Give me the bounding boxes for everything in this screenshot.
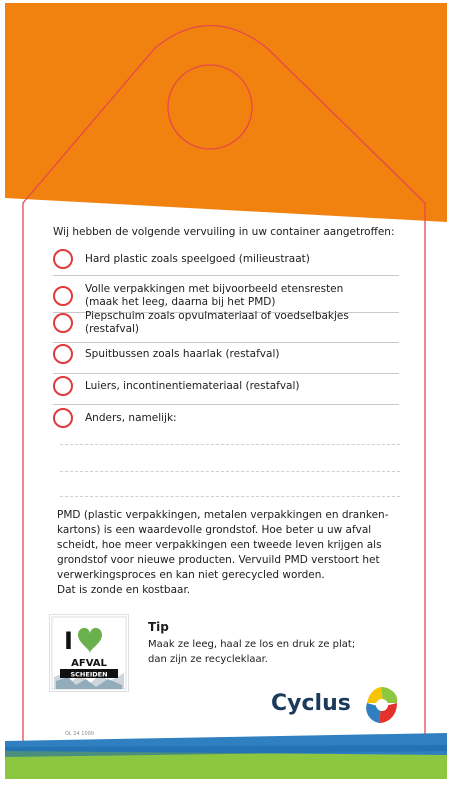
document-code: OL 24 1000: [65, 731, 94, 737]
checklist-item-full-packaging[interactable]: [53, 279, 398, 313]
svg-text:AFVAL: AFVAL: [71, 658, 107, 669]
afval-scheiden-logo: [50, 615, 128, 691]
checkbox-circle[interactable]: [53, 313, 73, 333]
tip-text: Maak ze leeg, haal ze los en druk ze plat; dan zijn ze recycleklaar.: [148, 639, 356, 665]
item-label: Luiers, incontinentiemateriaal (restafval): [85, 379, 300, 392]
write-in-line[interactable]: [60, 496, 400, 497]
svg-text:I: I: [64, 627, 73, 655]
item-label: Spuitbussen zoals haarlak (restafval): [85, 347, 280, 360]
checklist-item-other[interactable]: [53, 404, 398, 432]
checklist-item-spray-cans[interactable]: [53, 340, 398, 368]
checkbox-circle[interactable]: [53, 408, 73, 428]
cyclus-wordmark: Cyclus: [271, 691, 351, 716]
checkbox-circle[interactable]: [53, 376, 73, 396]
write-in-line[interactable]: [60, 471, 400, 472]
item-label: Anders, namelijk:: [85, 411, 177, 424]
pmd-info-paragraph: PMD (plastic verpakkingen, metalen verpakkingen en dranken- kartons) is een waardevolle grondstof. Hoe beter u uw afval scheidt, hoe meer verpakkingen een tweede leven krijgen als grondstof voor nieuwe producten. Vervuild PMD verstoort het verwerkingsproces en kan niet gerecycled worden. Dat is zonde en kostbaar.: [57, 509, 389, 596]
cyclus-logo-icon: [363, 685, 401, 725]
item-label: Hard plastic zoals speelgoed (milieustraat): [85, 252, 310, 265]
write-in-line[interactable]: [60, 444, 400, 445]
item-label: Piepschuim zoals opvulmateriaal of voedselbakjes (restafval): [85, 310, 349, 335]
svg-text:SCHEIDEN: SCHEIDEN: [70, 670, 108, 679]
checklist-item-hard-plastic[interactable]: [53, 245, 398, 273]
bottom-color-bands: [5, 733, 447, 779]
checkbox-circle[interactable]: [53, 286, 73, 306]
separator: [53, 275, 399, 276]
form-intro: Wij hebben de volgende vervuiling in uw container aangetroffen:: [53, 226, 395, 238]
checklist-item-diapers[interactable]: [53, 372, 398, 400]
door-hanger-card: [5, 3, 447, 779]
item-label-multiline: Volle verpakkingen met bijvoorbeeld etensresten (maak het leeg, daarna bij het PMD): [85, 283, 344, 308]
checkbox-circle[interactable]: [53, 344, 73, 364]
tip-title: Tip: [148, 620, 169, 634]
hanger-hole: [168, 65, 252, 149]
checkbox-circle[interactable]: [53, 249, 73, 269]
checklist-item-styrofoam[interactable]: [53, 309, 398, 337]
